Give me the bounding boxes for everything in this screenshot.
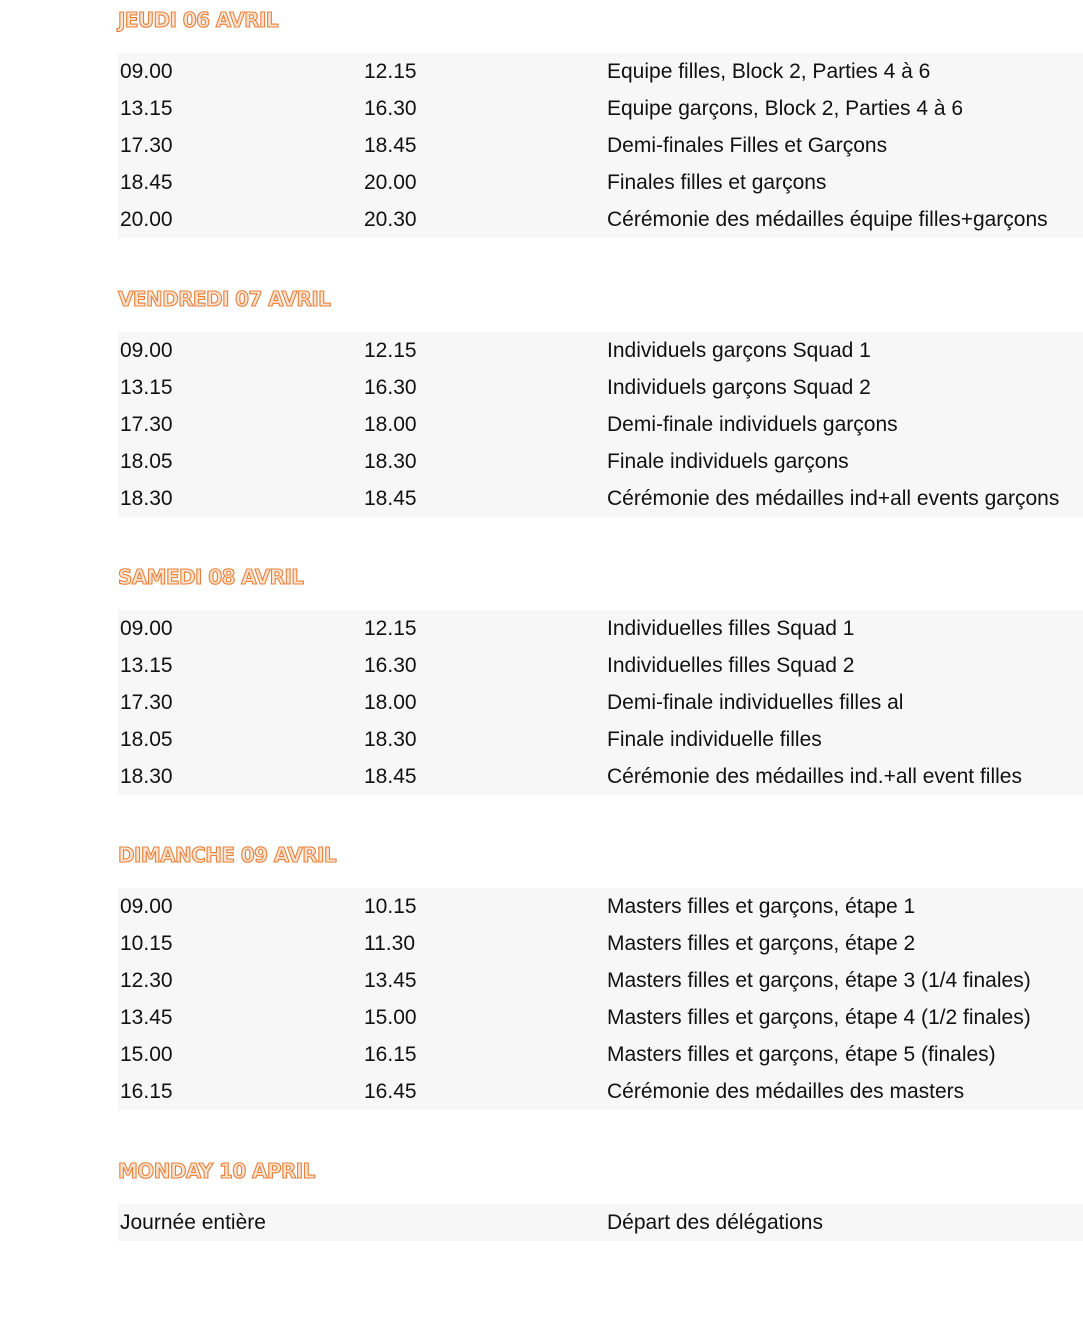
schedule-row xyxy=(118,406,1083,443)
schedule-row xyxy=(118,721,1083,758)
schedule-row xyxy=(118,684,1083,721)
day-heading-vendredi: VENDREDI 07 AVRIL xyxy=(118,287,331,311)
schedule-row xyxy=(118,962,1083,999)
start-time: 18.30 xyxy=(120,765,173,788)
schedule-row xyxy=(118,90,1083,127)
end-time: 16.30 xyxy=(364,376,417,399)
end-time: 16.30 xyxy=(364,97,417,120)
end-time: 18.45 xyxy=(364,765,417,788)
schedule-row xyxy=(118,332,1083,369)
day-heading-jeudi: JEUDI 06 AVRIL xyxy=(118,8,278,32)
event-description: Masters filles et garçons, étape 2 xyxy=(607,932,916,955)
end-time: 20.30 xyxy=(364,208,417,231)
schedule-row xyxy=(118,758,1083,795)
start-time: 13.45 xyxy=(120,1006,173,1029)
schedule-row xyxy=(118,127,1083,164)
schedule-row xyxy=(118,53,1083,90)
end-time: 11.30 xyxy=(364,932,415,955)
start-time: 09.00 xyxy=(120,895,173,918)
start-time: 09.00 xyxy=(120,60,173,83)
start-time: 16.15 xyxy=(120,1080,173,1103)
end-time: 18.30 xyxy=(364,728,417,751)
event-description: Finale individuels garçons xyxy=(607,450,849,473)
start-time: 13.15 xyxy=(120,376,173,399)
day-schedule-jeudi xyxy=(118,53,1083,238)
end-time: 10.15 xyxy=(364,895,417,918)
end-time: 13.45 xyxy=(364,969,417,992)
end-time: 16.15 xyxy=(364,1043,417,1066)
start-time: Journée entière xyxy=(120,1211,266,1234)
event-description: Equipe garçons, Block 2, Parties 4 à 6 xyxy=(607,97,964,120)
event-description: Masters filles et garçons, étape 1 xyxy=(607,895,916,918)
event-description: Cérémonie des médailles ind.+all event filles xyxy=(607,765,1022,788)
day-schedule-monday xyxy=(118,1204,1083,1241)
event-description: Cérémonie des médailles ind+all events garçons xyxy=(607,487,1060,510)
end-time: 12.15 xyxy=(364,60,417,83)
end-time: 18.00 xyxy=(364,691,417,714)
start-time: 13.15 xyxy=(120,654,173,677)
start-time: 09.00 xyxy=(120,339,173,362)
schedule-row xyxy=(118,925,1083,962)
schedule-row xyxy=(118,369,1083,406)
event-description: Demi-finale individuelles filles al xyxy=(607,691,904,714)
event-description: Masters filles et garçons, étape 5 (finales) xyxy=(607,1043,996,1066)
event-description: Masters filles et garçons, étape 4 (1/2 finales) xyxy=(607,1006,1031,1029)
end-time: 12.15 xyxy=(364,339,417,362)
schedule-row xyxy=(118,480,1083,517)
schedule-row xyxy=(118,610,1083,647)
event-description: Finales filles et garçons xyxy=(607,171,827,194)
event-description: Individuelles filles Squad 2 xyxy=(607,654,855,677)
event-description: Equipe filles, Block 2, Parties 4 à 6 xyxy=(607,60,931,83)
start-time: 18.45 xyxy=(120,171,173,194)
event-description: Individuels garçons Squad 1 xyxy=(607,339,871,362)
day-heading-samedi: SAMEDI 08 AVRIL xyxy=(118,565,304,589)
schedule-row xyxy=(118,647,1083,684)
event-description: Cérémonie des médailles équipe filles+garçons xyxy=(607,208,1048,231)
event-description: Individuels garçons Squad 2 xyxy=(607,376,871,399)
start-time: 17.30 xyxy=(120,691,173,714)
event-description: Demi-finales Filles et Garçons xyxy=(607,134,888,157)
end-time: 12.15 xyxy=(364,617,417,640)
end-time: 15.00 xyxy=(364,1006,417,1029)
schedule-row xyxy=(118,1204,1083,1241)
event-description: Demi-finale individuels garçons xyxy=(607,413,898,436)
day-heading-monday: MONDAY 10 APRIL xyxy=(118,1159,315,1183)
event-description: Finale individuelle filles xyxy=(607,728,822,751)
start-time: 18.30 xyxy=(120,487,173,510)
start-time: 17.30 xyxy=(120,413,173,436)
start-time: 18.05 xyxy=(120,728,173,751)
start-time: 13.15 xyxy=(120,97,173,120)
event-description: Cérémonie des médailles des masters xyxy=(607,1080,965,1103)
schedule-row xyxy=(118,1073,1083,1110)
end-time: 16.30 xyxy=(364,654,417,677)
start-time: 15.00 xyxy=(120,1043,173,1066)
day-schedule-dimanche xyxy=(118,888,1083,1110)
schedule-row xyxy=(118,164,1083,201)
event-description: Individuelles filles Squad 1 xyxy=(607,617,855,640)
schedule-row xyxy=(118,999,1083,1036)
schedule-row xyxy=(118,888,1083,925)
start-time: 17.30 xyxy=(120,134,173,157)
start-time: 09.00 xyxy=(120,617,173,640)
schedule-row xyxy=(118,443,1083,480)
end-time: 20.00 xyxy=(364,171,417,194)
start-time: 18.05 xyxy=(120,450,173,473)
start-time: 10.15 xyxy=(120,932,173,955)
schedule-row xyxy=(118,1036,1083,1073)
day-schedule-vendredi xyxy=(118,332,1083,517)
end-time: 16.45 xyxy=(364,1080,417,1103)
day-schedule-samedi xyxy=(118,610,1083,795)
event-description: Masters filles et garçons, étape 3 (1/4 finales) xyxy=(607,969,1031,992)
end-time: 18.30 xyxy=(364,450,417,473)
day-heading-dimanche: DIMANCHE 09 AVRIL xyxy=(118,843,336,867)
event-description: Départ des délégations xyxy=(607,1211,823,1234)
start-time: 12.30 xyxy=(120,969,173,992)
end-time: 18.45 xyxy=(364,487,417,510)
start-time: 20.00 xyxy=(120,208,173,231)
schedule-row xyxy=(118,201,1083,238)
end-time: 18.00 xyxy=(364,413,417,436)
end-time: 18.45 xyxy=(364,134,417,157)
